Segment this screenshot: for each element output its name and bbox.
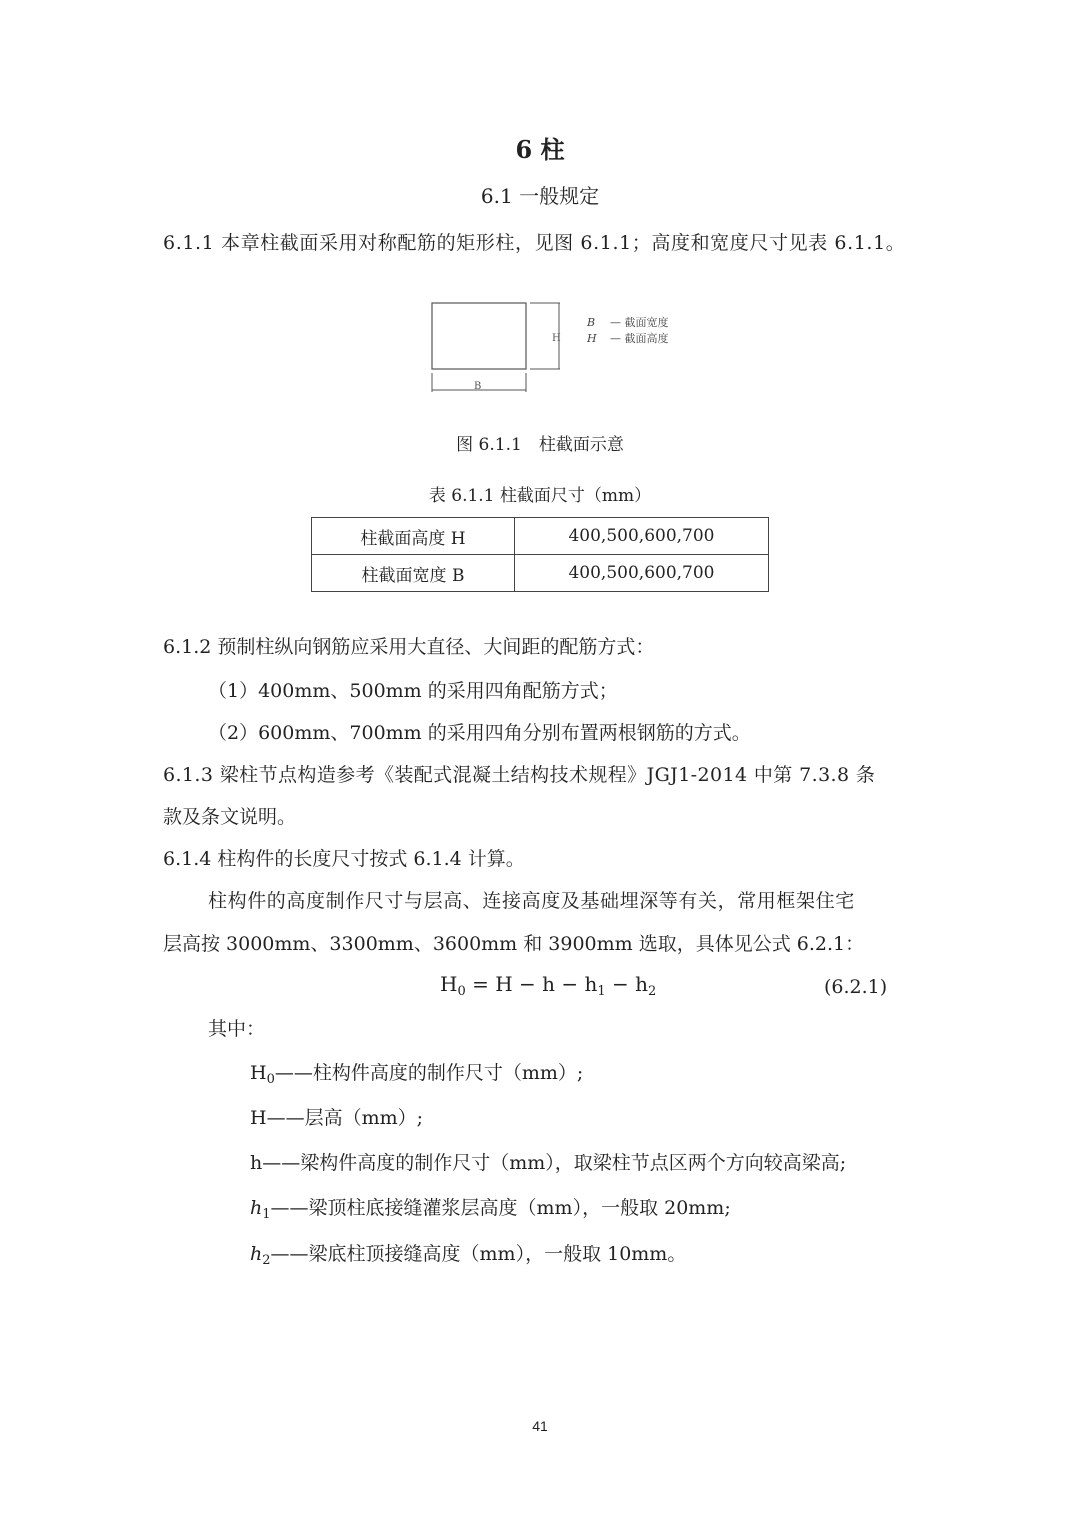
definition-item: H——层高（mm）; [250, 1107, 424, 1129]
formula-number: (6.2.1) [824, 976, 888, 998]
paragraph-body: 层高按 3000mm、3300mm、3600mm 和 3900mm 选取，具体见公式 6.2.1： [163, 933, 865, 955]
definition-item: $h_1——$梁顶柱底接缝灌浆层高度（mm），一般取 20mm; [250, 1197, 731, 1222]
paragraph-body: 柱构件的高度制作尺寸与层高、连接高度及基础埋深等有关，常用框架住宅 [208, 890, 855, 912]
table-cell: 400,500,600,700 [515, 518, 769, 555]
paragraph-6-1-3-cont: 款及条文说明。 [163, 806, 297, 828]
dim-label-h: H [552, 333, 561, 344]
table-cell: 400,500,600,700 [515, 555, 769, 592]
paragraph-6-1-1: 6.1.1 本章柱截面采用对称配筋的矩形柱，见图 6.1.1；高度和宽度尺寸见表 6.1.1。 [163, 232, 906, 254]
definition-item: h——梁构件高度的制作尺寸（mm），取梁柱节点区两个方向较高梁高; [250, 1152, 847, 1174]
column-section-diagram [420, 290, 720, 400]
definition-item: $H_0——$柱构件高度的制作尺寸（mm）; [250, 1062, 584, 1087]
paragraph-6-1-4: 6.1.4 柱构件的长度尺寸按式 6.1.4 计算。 [163, 848, 525, 870]
paragraph-6-1-2: 6.1.2 预制柱纵向钢筋应采用大直径、大间距的配筋方式： [163, 636, 655, 658]
legend-h-symbol: H [587, 332, 597, 345]
legend-b-symbol: B [587, 316, 596, 329]
figure-caption: 图 6.1.1 柱截面示意 [456, 435, 624, 455]
definition-item: $h_2——$梁底柱顶接缝高度（mm），一般取 10mm。 [250, 1243, 687, 1268]
table-cell: 柱截面高度 H [312, 518, 515, 555]
section-size-table [311, 517, 769, 592]
legend-h: — 截面高度 [610, 332, 669, 345]
page-number: 41 [532, 1418, 548, 1434]
legend-b: — 截面宽度 [610, 316, 669, 329]
table-cell: 柱截面宽度 B [312, 555, 515, 592]
paragraph-6-1-3: 6.1.3 梁柱节点构造参考《装配式混凝土结构技术规程》JGJ1-2014 中第 7.3.8 条 [163, 764, 876, 786]
table-row [312, 555, 769, 592]
list-item: （2）600mm、700mm 的采用四角分别布置两根钢筋的方式。 [208, 722, 751, 744]
table-caption: 表 6.1.1 柱截面尺寸（mm） [428, 486, 652, 506]
where-label: 其中： [208, 1018, 266, 1040]
list-item: （1）400mm、500mm 的采用四角配筋方式； [208, 680, 618, 702]
section-rectangle [432, 303, 526, 369]
chapter-title: 6 柱 [515, 135, 565, 164]
formula: $H_0 = H - h - h_1 - h_2$ [440, 972, 657, 999]
table-row [312, 518, 769, 555]
section-title: 6.1 一般规定 [480, 184, 600, 208]
dim-label-b: B [474, 381, 482, 392]
